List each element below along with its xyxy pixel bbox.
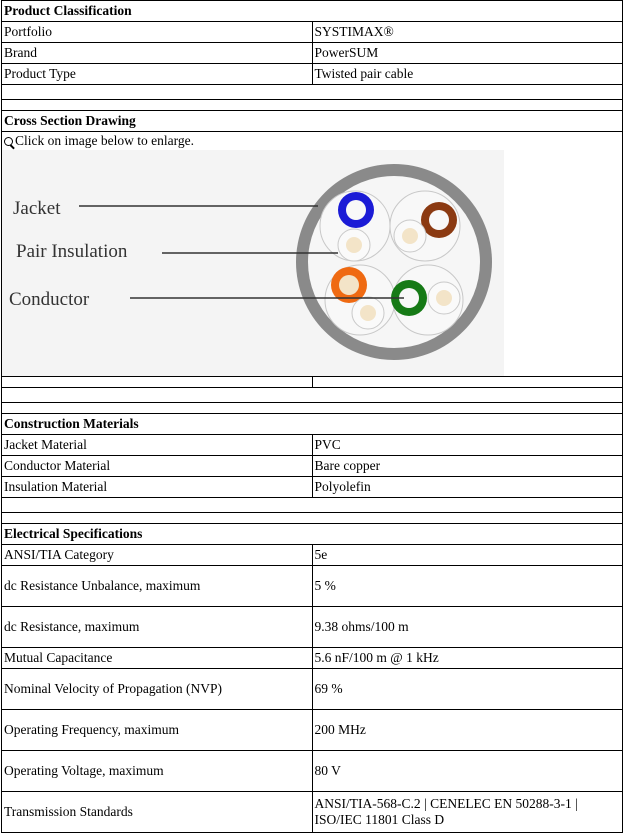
section-header-cross-section [2,111,623,132]
conductor-label: Conductor [9,289,90,310]
spacer-row [2,403,623,414]
section-header-product-classification [2,1,623,22]
row-value: 5 % [312,566,623,607]
enlarge-note-text: Click on image below to enlarge. [15,133,194,148]
section-title: Product Classification [2,1,623,22]
row-value: 5e [312,545,623,566]
table-row [2,751,623,792]
row-label: Transmission Standards [2,792,313,833]
table-row [2,545,623,566]
row-value: 5.6 nF/100 m @ 1 kHz [312,648,623,669]
table-row [2,43,623,64]
table-row [2,456,623,477]
section-header-construction-materials [2,414,623,435]
row-label: dc Resistance, maximum [2,607,313,648]
white-conductor-core [346,237,362,253]
table-row [2,22,623,43]
jacket-label: Jacket [13,198,61,219]
table-row [2,648,623,669]
cross-section-image[interactable] [2,150,504,376]
row-label: Nominal Velocity of Propagation (NVP) [2,669,313,710]
drawing-cell [2,132,623,377]
spacer-row [2,100,623,111]
row-label: Brand [2,43,313,64]
spec-sheet [1,0,623,833]
white-conductor-core [436,290,452,306]
row-label: Insulation Material [2,477,313,498]
orange-conductor-core [339,275,359,295]
spec-table [1,0,623,833]
table-row [2,566,623,607]
row-value: PowerSUM [312,43,623,64]
spacer-row [2,513,623,524]
spacer-row [2,85,623,100]
table-row [2,669,623,710]
row-value: 80 V [312,751,623,792]
white-conductor-core [402,228,418,244]
section-title: Construction Materials [2,414,623,435]
row-label: Operating Voltage, maximum [2,751,313,792]
table-row [2,435,623,456]
row-value: ANSI/TIA-568-C.2 | CENELEC EN 50288-3-1 | ISO/IEC 11801 Class D [312,792,623,833]
white-conductor-core [360,305,376,321]
section-header-electrical-specifications [2,524,623,545]
pair-insulation-label: Pair Insulation [16,241,128,262]
zoom-icon [4,137,13,146]
row-value: 9.38 ohms/100 m [312,607,623,648]
row-label: Jacket Material [2,435,313,456]
section-title: Cross Section Drawing [2,111,623,132]
row-value: Polyolefin [312,477,623,498]
row-value: Twisted pair cable [312,64,623,85]
enlarge-note [2,132,622,150]
row-value: PVC [312,435,623,456]
spacer-row [2,388,623,403]
row-label: dc Resistance Unbalance, maximum [2,566,313,607]
row-label: Portfolio [2,22,313,43]
blue-conductor-core [346,200,366,220]
row-label: Operating Frequency, maximum [2,710,313,751]
row-value: Bare copper [312,456,623,477]
table-row [2,477,623,498]
table-row [2,710,623,751]
row-label: Mutual Capacitance [2,648,313,669]
row-label: Product Type [2,64,313,85]
row-value: 200 MHz [312,710,623,751]
row-label: Conductor Material [2,456,313,477]
spacer-row [2,377,623,388]
section-title: Electrical Specifications [2,524,623,545]
row-value: 69 % [312,669,623,710]
table-row [2,64,623,85]
table-row [2,792,623,833]
row-label: ANSI/TIA Category [2,545,313,566]
drawing-row [2,132,623,377]
spacer-row [2,498,623,513]
row-value: SYSTIMAX® [312,22,623,43]
table-row [2,607,623,648]
brown-conductor-core [429,210,449,230]
